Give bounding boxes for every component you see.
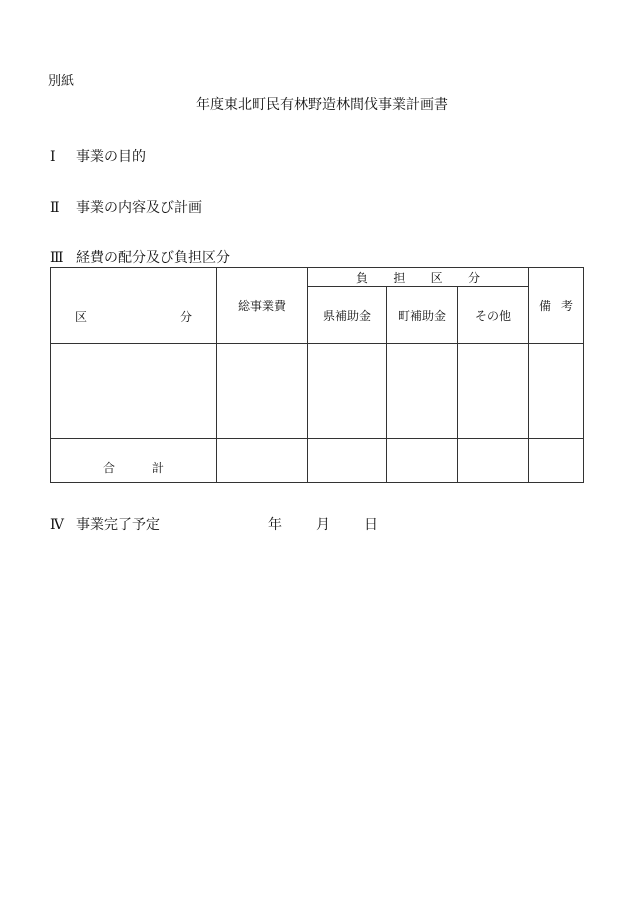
section-2-label: 事業の内容及び計画 — [76, 200, 202, 216]
completion-month-label: 月 — [316, 517, 330, 533]
section-1-label: 事業の目的 — [76, 149, 146, 165]
remarks-header-char-1: 備 — [539, 299, 552, 313]
town-subsidy-cell — [387, 344, 458, 439]
completion-year-label: 年 — [268, 517, 282, 533]
burden-header-char-3: 区 — [430, 270, 443, 285]
section-1-number: Ⅰ — [50, 149, 56, 165]
attachment-label: 別紙 — [48, 74, 75, 89]
section-3 — [50, 247, 230, 267]
total-label-char-1: 合 — [103, 461, 116, 475]
burden-header — [308, 268, 529, 287]
remarks-header — [529, 268, 584, 344]
category-cell — [51, 344, 217, 439]
prefecture-subsidy-sum-cell — [308, 439, 387, 483]
section-3-label: 経費の配分及び負担区分 — [76, 250, 230, 266]
remarks-sum-cell — [529, 439, 584, 483]
remarks-header-char-2: 考 — [561, 299, 574, 313]
table-header-row-1 — [51, 268, 584, 287]
section-4 — [50, 514, 160, 534]
section-3-number: Ⅲ — [50, 250, 64, 266]
total-label-cell — [51, 439, 217, 483]
other-sum-cell — [458, 439, 529, 483]
other-cell — [458, 344, 529, 439]
burden-header-char-1: 負 — [356, 270, 369, 285]
category-header-char-2: 分 — [179, 310, 192, 324]
section-4-number: Ⅳ — [50, 517, 64, 533]
total-label-char-2: 計 — [151, 461, 164, 475]
section-2 — [50, 197, 202, 217]
remarks-cell — [529, 344, 584, 439]
town-subsidy-header: 町補助金 — [387, 287, 458, 344]
total-cost-header: 総事業費 — [217, 268, 308, 344]
section-4-label: 事業完了予定 — [76, 517, 160, 533]
table-total-row — [51, 439, 584, 483]
burden-header-char-2: 担 — [393, 270, 406, 285]
total-cost-cell — [217, 344, 308, 439]
total-cost-sum-cell — [217, 439, 308, 483]
category-header — [51, 268, 217, 344]
category-header-char-1: 区 — [75, 310, 88, 324]
prefecture-subsidy-cell — [308, 344, 387, 439]
completion-day-label: 日 — [364, 517, 378, 533]
burden-header-char-4: 分 — [467, 270, 480, 285]
prefecture-subsidy-header: 県補助金 — [308, 287, 387, 344]
section-2-number: Ⅱ — [50, 200, 60, 216]
table-body-row — [51, 344, 584, 439]
document-title: 年度東北町民有林野造林間伐事業計画書 — [196, 97, 448, 113]
section-1 — [50, 146, 146, 166]
other-header: その他 — [458, 287, 529, 344]
expense-table — [50, 267, 584, 483]
town-subsidy-sum-cell — [387, 439, 458, 483]
